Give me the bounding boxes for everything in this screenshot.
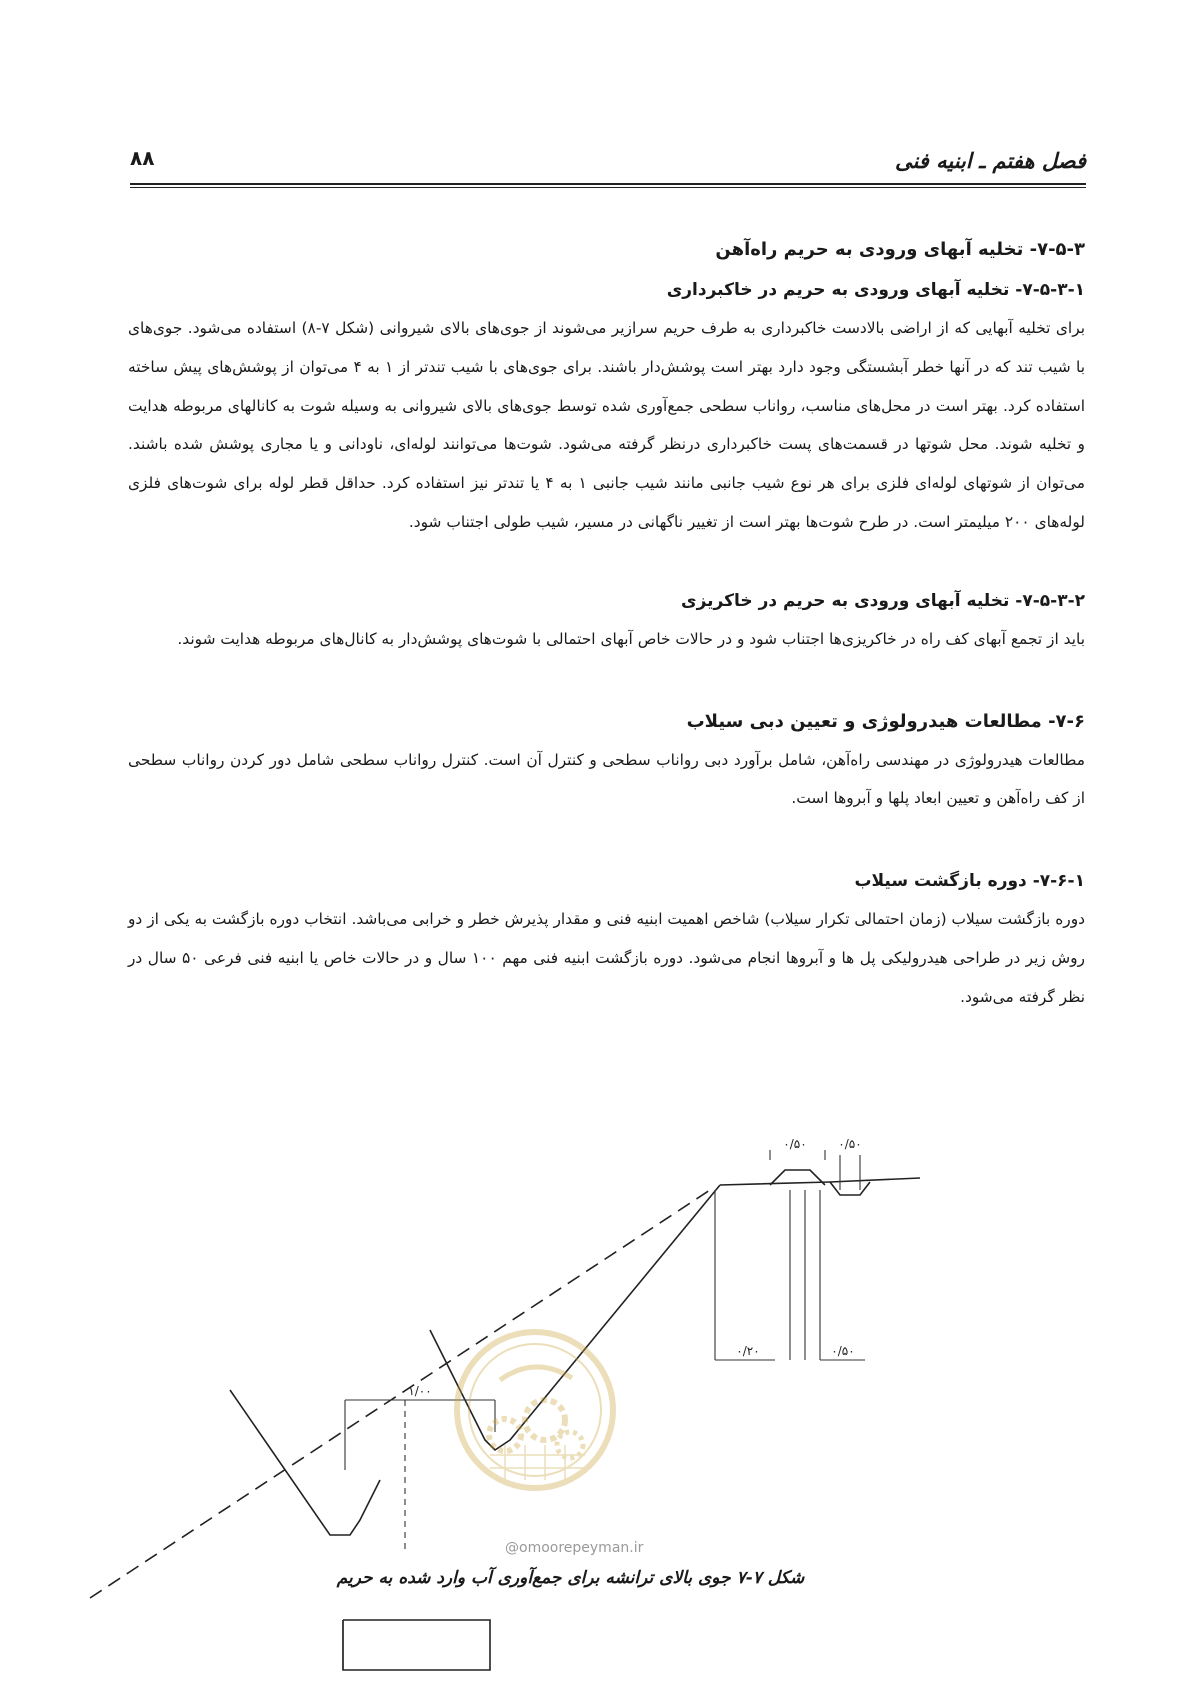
dimension-label: ۰/۵۰: [838, 1137, 862, 1151]
chapter-title: فصل هفتم ـ ابنیه فنی: [894, 148, 1086, 173]
body-paragraph: برای تخلیه آبهایی که از اراضی بالادست خاکبرداری به طرف حریم سرازیر می‌شوند از جوی‌های بالای شیروانی (شکل ۷-۸) استفاده می‌شود. جوی‌های با شیب تند که در آنها خطر آبشستگی وجود دارد بهتر است پوشش‌دار باشند. برای جوی‌های با شیب تندتر از ۱ به ۴ می‌توان از پوشش‌های پیش ساخته استفاده کرد. بهتر است در محل‌های مناسب، رواناب سطحی جمع‌آوری شده توسط جوی‌های بالای شیروانی به وسیله شوت به کانالهای مربوطه هدایت و تخلیه شوند. محل شوتها در قسمت‌های پست خاکبرداری درنظر گرفته می‌شود. شوت‌ها می‌توانند لوله‌ای، ناودانی و یا مجاری پوشش شده باشند. می‌توان از شوتهای لوله‌ای فلزی برای هر نوع شیب جانبی مانند شیب جانبی ۱ به ۴ یا تندتر نیز استفاده کرد. حداقل قطر لوله برای شوت‌های فلزی لوله‌های ۲۰۰ میلیمتر است. در طرح شوت‌ها بهتر است از تغییر ناگهانی در مسیر، شیب طولی اجتناب شود.: [128, 319, 1085, 531]
watermark-url: @omoorepeyman.ir: [505, 1540, 644, 1556]
body-paragraph: دوره بازگشت سیلاب (زمان احتمالی تکرار سیلاب) شاخص اهمیت ابنیه فنی و مقدار پذیرش خطر و خرابی می‌باشد. انتخاب دوره بازگشت به یکی از دو روش زیر در طراحی هیدرولیکی پل ها و آبروها انجام می‌شود. دوره بازگشت ابنیه فنی مهم ۱۰۰ سال و در حالات خاص یا ابنیه فنی فرعی ۵۰ سال در نظر گرفته می‌شود.: [128, 910, 1085, 1006]
subsection-heading: ۷-۵-۳-۲- تخلیه آبهای ورودی به حریم در خاکریزی: [681, 590, 1085, 611]
main-content: [128, 235, 1085, 1017]
dimension-label: ۰/۲۰: [736, 1344, 760, 1358]
body-paragraph: مطالعات هیدرولوژی در مهندسی راه‌آهن، شامل برآورد دبی رواناب سطحی و کنترل آن است. کنترل رواناب سطحی شامل دور کردن رواناب سطحی از کف راه‌آهن و تعیین ابعاد پلها و آبروها است.: [128, 750, 1085, 808]
figure-caption: شکل ۷-۷ جوی بالای ترانشه برای جمع‌آوری آب وارد شده به حریم: [336, 1568, 805, 1588]
header-rule-thin: [130, 187, 1086, 188]
top-ditch: [830, 1182, 870, 1195]
dimension-label: ۰/۵۰: [783, 1137, 807, 1151]
dimension-lines: [345, 1150, 865, 1550]
page-number: ۸۸: [130, 146, 155, 170]
cut-slope: [430, 1185, 720, 1450]
subsection-heading: ۷-۵-۳-۱- تخلیه آبهای ورودی به حریم در خاکبرداری: [666, 280, 1085, 300]
subsection-heading: ۷-۶-۱- دوره بازگشت سیلاب: [854, 871, 1085, 892]
dimension-label: ۰/۵۰: [831, 1344, 855, 1358]
section-heading: ۷-۵-۳- تخلیه آبهای ورودی به حریم راه‌آهن: [715, 239, 1085, 260]
trench-ditch-diagram: [200, 1137, 1030, 1550]
trench-ditch-outline: [230, 1390, 380, 1535]
body-paragraph: باید از تجمع آبهای کف راه در خاکریزی‌ها اجتناب شود و در حالات خاص آبهای احتمالی با شوت‌های پوشش‌دار به کانال‌های مربوطه هدایت شوند.: [177, 629, 1085, 648]
section-heading: ۷-۶- مطالعات هیدرولوژی و تعیین دبی سیلاب: [686, 710, 1085, 732]
dimension-label: ۱/۰۰: [408, 1384, 432, 1398]
natural-ground-line: [90, 1190, 710, 1598]
header-rule: [130, 183, 1086, 185]
